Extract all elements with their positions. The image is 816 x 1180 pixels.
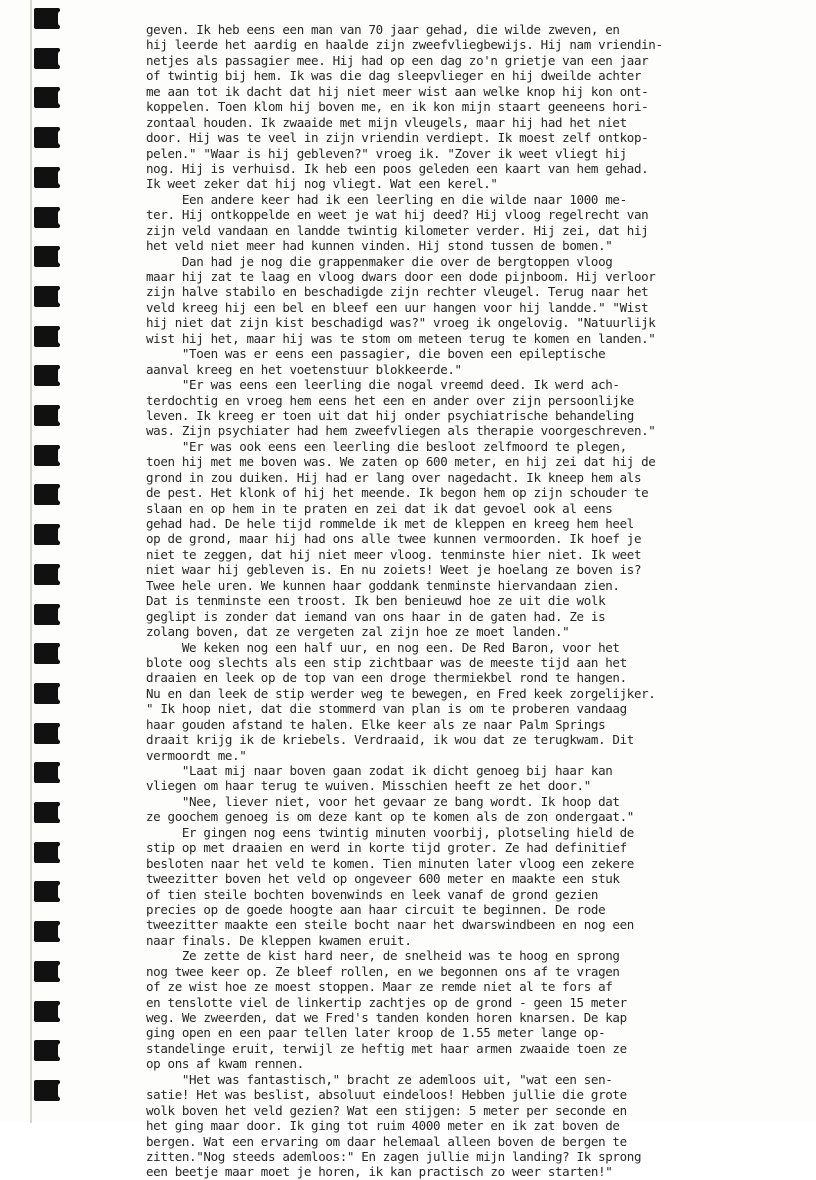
text-line: "Toen was er eens een passagier, die boven een epileptische <box>146 346 606 362</box>
binding-hole <box>34 484 60 505</box>
text-line: slaan en op hem in te praten en zei dat ik dat gevoel ook al eens <box>146 500 613 516</box>
binding-hole <box>34 445 60 466</box>
text-line: " Ik hoop niet, dat die stommerd van plan is om te proberen vandaag <box>146 701 627 717</box>
text-line: Ze zette de kist hard neer, de snelheid was te hoog en sprong <box>146 948 620 964</box>
text-line: terdochtig en vroeg hem eens het een en ander over zijn persoonlijke <box>146 392 634 408</box>
binding-hole <box>34 961 60 982</box>
text-line: leven. Ik kreeg er toen uit dat hij onder psychiatrische behandeling <box>146 407 634 423</box>
text-line: of ze wist hoe ze moest stoppen. Maar ze remde niet al te fors af <box>146 979 613 995</box>
spiral-binding <box>34 0 64 1123</box>
text-line: niet waar hij gebleven is. En nu zoiets! Weet je hoelang ze boven is? <box>146 562 642 578</box>
text-line: was. Zijn psychiater had hem zweefvliegen als therapie voorgeschreven." <box>146 423 656 439</box>
binding-hole <box>34 524 60 545</box>
text-line: op ons af kwam rennen. <box>146 1056 304 1072</box>
text-line: nog. Hij is verhuisd. Ik heb een poos geleden een kaart van hem gehad. <box>146 160 649 176</box>
text-line: hij niet dat zijn kist beschadigd was?" vroeg ik ongelovig. "Natuurlijk <box>146 315 656 331</box>
text-line: satie! Het was beslist, absoluut eindeloos! Hebben jullie die grote <box>146 1087 627 1103</box>
text-line: zijn halve stabilo en beschadigde zijn rechter vleugel. Terug naar het <box>146 284 649 300</box>
binding-hole <box>34 326 60 347</box>
text-line: Dan had je nog die grappenmaker die over de bergtoppen vloog <box>146 253 613 269</box>
text-line: wist hij het, maar hij was te stom om meteen terug te komen en landen." <box>146 330 656 346</box>
binding-hole <box>34 1040 60 1061</box>
text-line: "Er was ook eens een leerling die besloot zelfmoord te plegen, <box>146 438 627 454</box>
text-line: netjes als passagier mee. Hij had op een dag zo'n grietje van een jaar <box>146 52 649 68</box>
text-line: nog twee keer op. Ze bleef rollen, en we begonnen ons af te vragen <box>146 963 620 979</box>
text-line: vliegen om haar terug te wuiven. Misschien heeft ze het door." <box>146 778 591 794</box>
text-line: zitten."Nog steeds ademloos:" En zagen jullie mijn landing? Ik sprong <box>146 1148 642 1164</box>
text-line: "Er was eens een leerling die nogal vreemd deed. Ik werd ach- <box>146 377 620 393</box>
text-line: "Nee, liever niet, voor het gevaar ze bang wordt. Ik hoop dat <box>146 793 620 809</box>
text-line: veld kreeg hij een bel en bleef een uur hangen voor hij landde." "Wist <box>146 299 649 315</box>
binding-hole <box>34 207 60 228</box>
text-line: Twee hele uren. We kunnen haar goddank tenminste hiervandaan zien. <box>146 577 620 593</box>
binding-hole <box>34 842 60 863</box>
text-line: blote oog slechts als een stip zichtbaar was de meeste tijd aan het <box>146 654 627 670</box>
text-line: stip op met draaien en werd in korte tijd groter. Ze had definitief <box>146 840 627 856</box>
text-line: of twintig bij hem. Ik was die dag sleepvlieger en hij dweilde achter <box>146 68 642 84</box>
binding-hole <box>34 1080 60 1101</box>
binding-hole <box>34 564 60 585</box>
binding-hole <box>34 8 60 29</box>
text-line: grond in zou duiken. Hij had er lang over nagedacht. Ik kneep hem als <box>146 469 642 485</box>
page-edge-line <box>30 0 32 1123</box>
text-line: ze goochem genoeg is om deze kant op te komen als de zon ondergaat." <box>146 809 634 825</box>
text-line: me aan tot ik dacht dat hij niet meer wist aan welke knop hij kon ont- <box>146 83 649 99</box>
text-line: geven. Ik heb eens een man van 70 jaar gehad, die wilde zweven, en <box>146 22 620 37</box>
text-line: de pest. Het klonk of hij het meende. Ik begon hem op zijn schouder te <box>146 485 649 501</box>
binding-hole <box>34 881 60 902</box>
text-line: tweezitter maakte een steile bocht naar het dwarswindbeen en nog een <box>146 917 634 933</box>
binding-hole <box>34 286 60 307</box>
text-line: Dat is tenminste een troost. Ik ben benieuwd hoe ze uit die wolk <box>146 593 606 609</box>
text-line: door. Hij was te veel in zijn vriendin verdiept. Ik moest zelf ontkop- <box>146 130 649 146</box>
text-line: het veld niet meer had kunnen vinden. Hij stond tussen de bomen." <box>146 238 613 254</box>
text-line: niet te zeggen, dat hij niet meer vloog. tenminste hier niet. Ik weet <box>146 546 642 562</box>
text-line: gehad had. De hele tijd rommelde ik met de kleppen en kreeg hem heel <box>146 516 634 531</box>
text-line: naar finals. De kleppen kwamen eruit. <box>146 932 412 948</box>
binding-hole <box>34 405 60 426</box>
text-line: standelinge eruit, terwijl ze heftig met haar armen zwaaide toen ze <box>146 1040 627 1056</box>
text-line: hij leerde het aardig en haalde zijn zweefvliegbewijs. Hij nam vriendin- <box>146 37 663 53</box>
text-line: ter. Hij ontkoppelde en weet je wat hij deed? Hij vloog regelrecht van <box>146 207 649 223</box>
text-line: wolk boven het veld gezien? Wat een stijgen: 5 meter per seconde en <box>146 1102 627 1118</box>
text-line: zijn veld vandaan en landde twintig kilometer verder. Hij zei, dat hij <box>146 222 649 238</box>
binding-hole <box>34 802 60 823</box>
text-line: zolang boven, dat ze vergeten zal zijn hoe ze moet landen." <box>146 624 570 640</box>
binding-hole <box>34 723 60 744</box>
text-line: zontaal houden. Ik zwaaide met mijn vleugels, maar hij had het niet <box>146 114 627 130</box>
binding-hole <box>34 1001 60 1022</box>
text-line: tweezitter boven het veld op ongeveer 600 meter en maakte een stuk <box>146 871 620 887</box>
text-line: Er gingen nog eens twintig minuten voorbij, plotseling hield de <box>146 824 634 840</box>
binding-hole <box>34 604 60 625</box>
text-line: weg. We zweerden, dat we Fred's tanden konden horen knarsen. De kap <box>146 1010 627 1025</box>
text-line: Een andere keer had ik een leerling en die wilde naar 1000 me- <box>146 191 627 207</box>
text-line: We keken nog een half uur, en nog een. De Red Baron, voor het <box>146 639 620 655</box>
text-line: maar hij zat te laag en vloog dwars door een dode pijnboom. Hij verloor <box>146 269 656 284</box>
text-line: aanval kreeg en het voetenstuur blokkeerde." <box>146 361 462 377</box>
text-line: ging open en een paar tellen later kroop de 1.55 meter lange op- <box>146 1025 606 1041</box>
binding-hole <box>34 127 60 148</box>
text-line: het ging maar door. Ik ging tot ruim 4000 meter en ik zat boven de <box>146 1118 620 1134</box>
text-line: vermoordt me." <box>146 747 247 763</box>
text-line: toen hij met me boven was. We zaten op 600 meter, en hij zei dat hij de <box>146 454 656 470</box>
binding-hole <box>34 643 60 664</box>
text-line: "Het was fantastisch," bracht ze ademloos uit, "wat een sen- <box>146 1071 613 1087</box>
binding-hole <box>34 365 60 386</box>
binding-hole <box>34 246 60 267</box>
text-line: draait krijg ik de kriebels. Verdraaid, ik wou dat ze terugkwam. Dit <box>146 732 634 748</box>
text-line: Ik weet zeker dat hij nog vliegt. Wat een kerel." <box>146 176 498 192</box>
binding-hole <box>34 87 60 108</box>
text-line: en tenslotte viel de linkertip zachtjes op de grond - geen 15 meter <box>146 994 627 1010</box>
text-line: koppelen. Toen klom hij boven me, en ik kon mijn staart geeneens hori- <box>146 99 649 115</box>
text-line: draaien en leek op de top van een droge thermiekbel rond te hangen. <box>146 670 627 686</box>
binding-hole <box>34 48 60 69</box>
text-line: een beetje maar moet je horen, ik kan practisch zo weer starten!" <box>146 1164 613 1180</box>
text-line: haar gouden afstand te halen. Elke keer als ze naar Palm Springs <box>146 716 606 732</box>
text-line: pelen." "Waar is hij gebleven?" vroeg ik. "Zover ik weet vliegt hij <box>146 145 627 161</box>
text-line: besloten naar het veld te komen. Tien minuten later vloog een zekere <box>146 855 634 871</box>
text-line: op de grond, maar hij had ons alle twee kunnen vermoorden. Ik hoef je <box>146 531 642 547</box>
typed-text-body <box>146 22 771 1180</box>
binding-hole <box>34 683 60 704</box>
text-line: geglipt is zonder dat iemand van ons haar in de gaten had. Ze is <box>146 608 606 624</box>
binding-hole <box>34 762 60 783</box>
text-line: bergen. Wat een ervaring om daar helemaal alleen boven de bergen te <box>146 1133 627 1149</box>
text-line: "Laat mij naar boven gaan zodat ik dicht genoeg bij haar kan <box>146 763 613 778</box>
text-line: Nu en dan leek de stip werder weg te bewegen, en Fred keek zorgelijker. <box>146 685 656 701</box>
text-line: of tien steile bochten bovenwinds en leek vanaf de grond gezien <box>146 886 599 902</box>
binding-hole <box>34 167 60 188</box>
text-line: precies op de goede hoogte aan haar circuit te beginnen. De rode <box>146 901 606 917</box>
binding-hole <box>34 921 60 942</box>
